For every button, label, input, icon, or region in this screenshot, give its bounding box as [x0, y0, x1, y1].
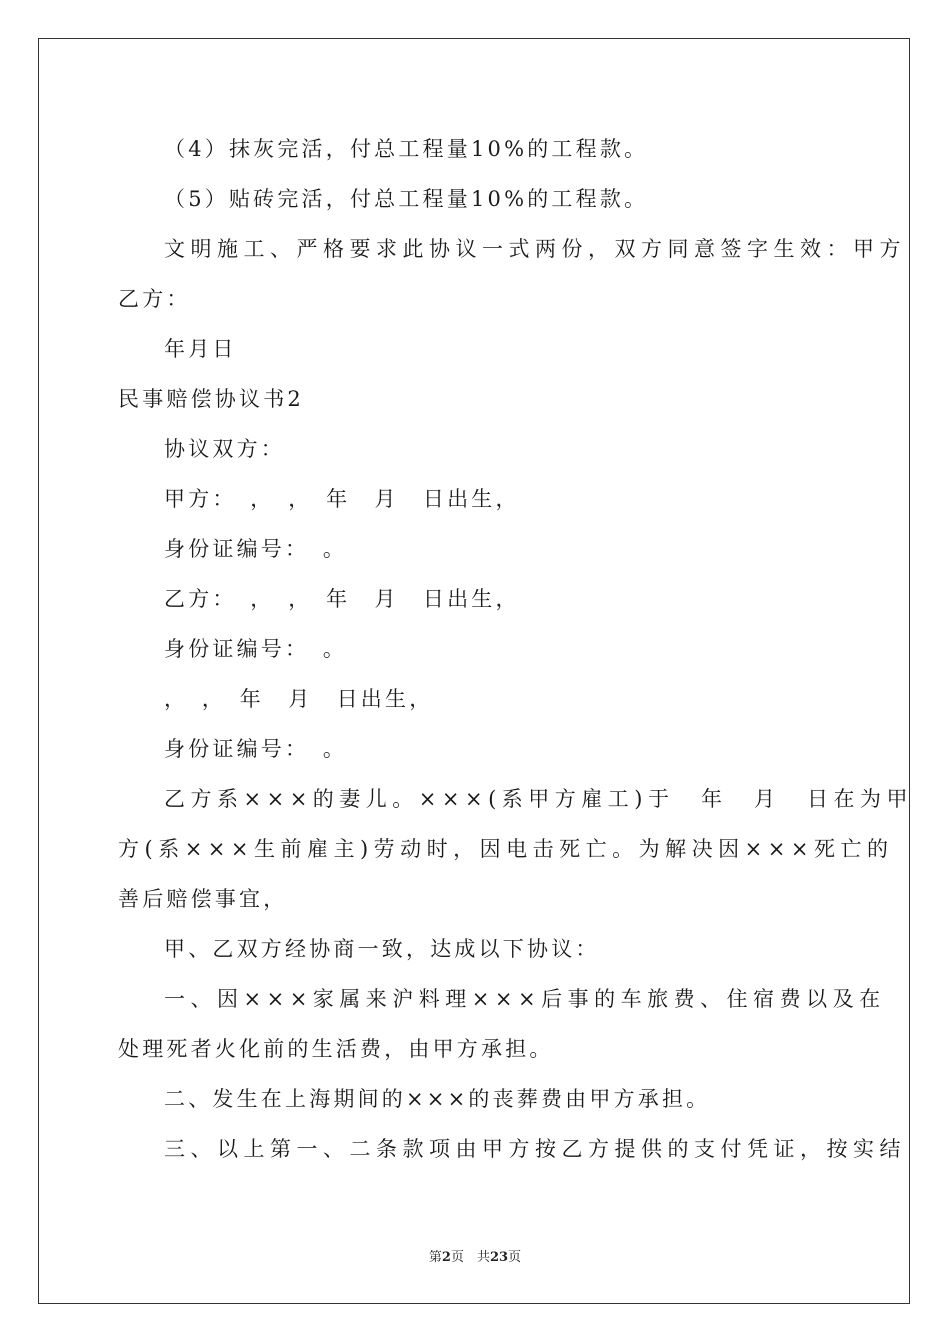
paragraph-line: 文明施工、严格要求此协议一式两份，双方同意签字生效：甲方	[164, 237, 906, 261]
party-line: ， ， 年 月 日出生，	[164, 687, 434, 711]
page-suffix: 页	[508, 1250, 522, 1265]
page-mid: 页 共	[450, 1250, 490, 1265]
clause-line: 三、以上第一、二条款项由甲方按乙方提供的支付凭证，按实结	[164, 1137, 906, 1161]
paragraph-line: 善后赔偿事宜，	[118, 887, 288, 911]
total-pages-number: 23	[489, 1250, 509, 1265]
paragraph-line: 乙方系×××的妻儿。×××(系甲方雇工)于 年 月 日在为甲	[164, 787, 913, 811]
id-number-line: 身份证编号： 。	[164, 537, 348, 561]
current-page-number: 2	[441, 1250, 451, 1265]
page-border	[38, 38, 913, 1304]
paragraph-line: 协议双方：	[164, 437, 285, 461]
page-footer	[0, 1246, 950, 1265]
clause-line: 一、因×××家属来沪料理×××后事的车旅费、住宿费以及在	[164, 987, 886, 1011]
paragraph-line: 乙方：	[118, 287, 191, 311]
party-b-line: 乙方： ， ， 年 月 日出生，	[164, 587, 520, 611]
id-number-line: 身份证编号： 。	[164, 637, 348, 661]
paragraph-line: （4）抹灰完活，付总工程量10%的工程款。	[164, 137, 649, 161]
document-heading: 民事赔偿协议书2	[118, 387, 304, 411]
party-a-line: 甲方： ， ， 年 月 日出生，	[164, 487, 520, 511]
page-prefix: 第	[428, 1250, 442, 1265]
id-number-line: 身份证编号： 。	[164, 737, 348, 761]
paragraph-line: 方(系×××生前雇主)劳动时，因电击死亡。为解决因×××死亡的	[118, 837, 894, 861]
clause-line: 处理死者火化前的生活费，由甲方承担。	[118, 1037, 554, 1061]
clause-line: 二、发生在上海期间的×××的丧葬费由甲方承担。	[164, 1087, 711, 1111]
paragraph-line: 年月日	[164, 337, 237, 361]
paragraph-line: （5）贴砖完活，付总工程量10%的工程款。	[164, 187, 649, 211]
paragraph-line: 甲、乙双方经协商一致，达成以下协议：	[164, 937, 600, 961]
